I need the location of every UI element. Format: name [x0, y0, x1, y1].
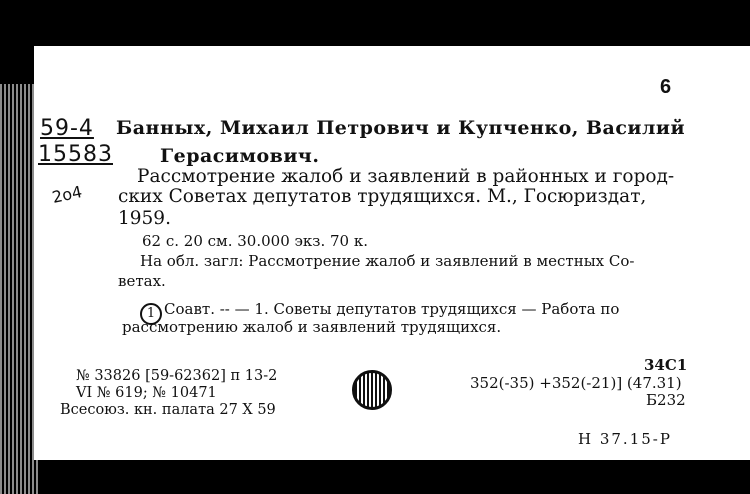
tracing-circled-number: 1: [140, 303, 162, 325]
library-stamp-icon: [352, 370, 392, 410]
order-line-1: № 33826 [59-62362] п 13-2: [76, 368, 278, 384]
shelf-mark-line-1: 59-4: [40, 116, 94, 141]
shelf-mark-line-2: 15583: [38, 142, 113, 167]
tracing-line-1: Соавт. -- — 1. Советы депутатов трудящихся — Работа по: [164, 300, 620, 318]
note-line-1: На обл. загл: Рассмотрение жалоб и заявлений в местных Со-: [140, 252, 635, 270]
classification-line-2: 352(-35) +352(-21)] (47.31): [470, 374, 682, 392]
classification-line-1: 34С1: [644, 356, 688, 374]
order-line-3: Всесоюз. кн. палата 27 X 59: [60, 402, 276, 418]
title-line-1: Рассмотрение жалоб и заявлений в районных и город-: [137, 166, 675, 187]
shelf-mark-note: 2о4: [50, 182, 84, 207]
tracing-line-2: рассмотрению жалоб и заявлений трудящихся.: [122, 318, 502, 336]
classification-line-3: Б232: [646, 391, 686, 409]
title-line-2: ских Советах депутатов трудящихся. М., Госюриздат,: [118, 186, 647, 207]
author-heading-line-1: Банных, Михаил Петрович и Купченко, Василий: [116, 117, 686, 139]
footer-code: Н 37.15-Р: [578, 430, 672, 448]
note-line-2: ветах.: [118, 272, 166, 290]
order-line-2: VI № 619; № 10471: [76, 385, 217, 401]
page-number: 6: [660, 76, 672, 98]
title-line-3: 1959.: [118, 208, 171, 229]
physical-description: 62 с. 20 см. 30.000 экз. 70 к.: [142, 232, 368, 250]
author-heading-line-2: Герасимович.: [160, 145, 320, 167]
